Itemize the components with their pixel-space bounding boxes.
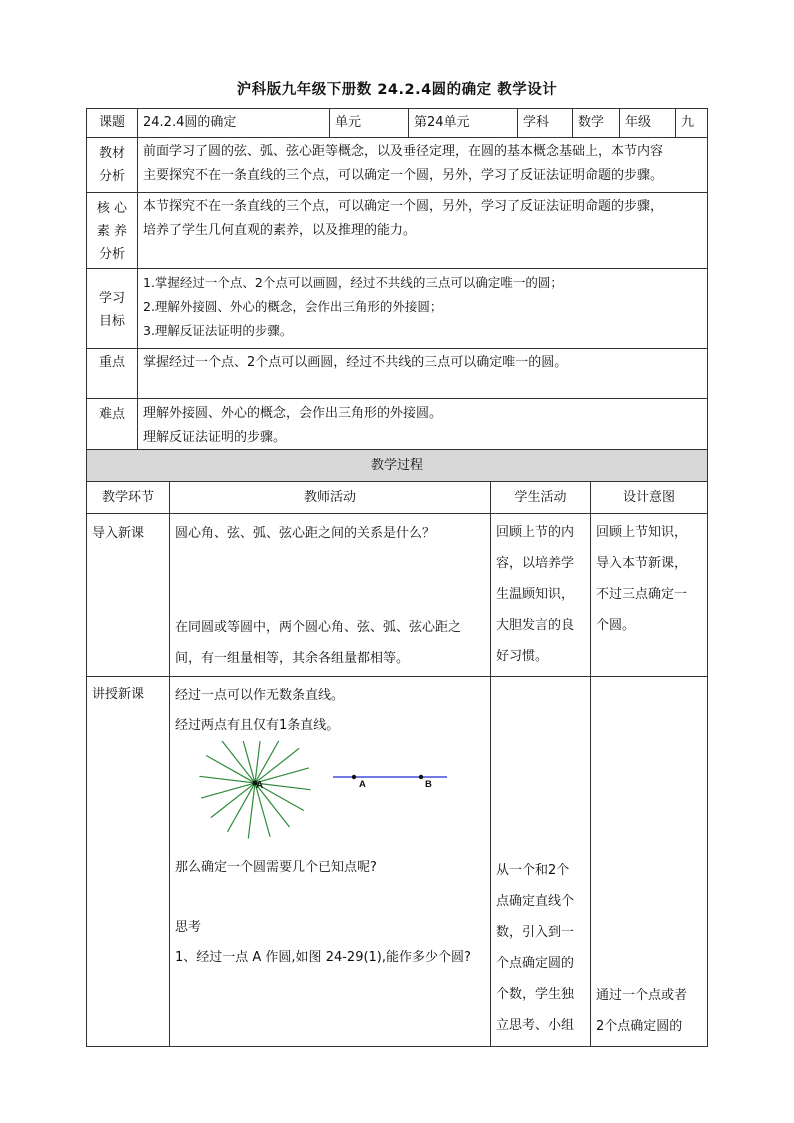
teacher-question: 那么确定一个圆需要几个已知点呢? (175, 860, 377, 875)
text-line: 2个点确定圆的 (596, 1019, 683, 1034)
goal-item: 2.理解外接圆、外心的概念，会作出三角形的外接圆； (143, 299, 443, 314)
spacer (175, 883, 485, 913)
text-line: 前面学习了圆的弦、弧、弦心距等概念，以及垂径定理，在圆的基本概念基础上，本节内容 (143, 144, 664, 159)
label-line: 目标 (98, 314, 125, 329)
text-line: 好习惯。 (496, 649, 549, 664)
column-header-stage: 教学环节 (87, 482, 170, 514)
text-line: 回顾上节知识， (596, 525, 688, 540)
intro-row (87, 514, 708, 677)
text-line: 理解外接圆、外心的概念，会作出三角形的外接圆。 (143, 406, 443, 421)
process-header: 教学过程 (87, 450, 708, 482)
teaching-process-table (86, 449, 708, 1047)
key-point-label: 重点 (87, 349, 138, 399)
process-header-row (87, 450, 708, 482)
new-lesson-student-activity (491, 677, 591, 1047)
teacher-line-1: 经过一点可以作无数条直线。 (175, 688, 345, 703)
text-line: 从一个和2个 (496, 863, 570, 878)
lesson-info-table (86, 108, 708, 453)
label-line: 核 心 (96, 201, 128, 216)
text-line: 回顾上节的内 (496, 525, 575, 540)
difficulty-text (138, 399, 708, 453)
text-line: 本节探究不在一条直线的三个点，可以确定一个圆，另外，学习了反证法证明命题的步骤， (143, 199, 664, 214)
topic-value: 24.2.4圆的确定 (138, 109, 330, 138)
spacer (175, 546, 485, 612)
process-columns-row (87, 482, 708, 514)
intro-question: 圆心角、弦、弧、弦心距之间的关系是什么？ (175, 526, 436, 541)
segment-label-a: A (359, 779, 366, 790)
text-line: 个圆。 (596, 618, 636, 633)
text-line: 主要探究不在一条直线的三个点，可以确定一个圆，另外，学习了反证法证明命题的步骤。 (143, 168, 664, 183)
text-line: 生温顾知识， (496, 587, 575, 602)
intro-teacher-activity (170, 514, 491, 677)
grade-label: 年级 (620, 109, 676, 138)
text-line: 容，以培养学 (496, 556, 575, 571)
text-line: 点确定直线个 (496, 894, 575, 909)
material-analysis-row (87, 138, 708, 193)
segment-point-a (352, 775, 356, 779)
topic-label: 课题 (87, 109, 138, 138)
text-line: 导入本节新课， (596, 556, 688, 571)
text-line: 大胆发言的良 (496, 618, 575, 633)
lines-through-points-figure (175, 741, 485, 853)
segment-point-b (419, 775, 423, 779)
label-line: 教材 (98, 146, 125, 161)
intro-stage: 导入新课 (87, 514, 170, 677)
subject-label: 学科 (518, 109, 573, 138)
lines-figure-svg (175, 741, 475, 853)
text-line: 个点确定圆的 (496, 956, 575, 971)
label-line: 分析 (98, 247, 125, 262)
intro-student-activity (491, 514, 591, 677)
text-line: 通过一个点或者 (596, 988, 688, 1003)
text-line: 理解反证法证明的步骤。 (143, 430, 287, 445)
label-line: 分析 (98, 169, 125, 184)
new-lesson-row (87, 677, 708, 1047)
document-title: 沪科版九年级下册数 24.2.4圆的确定 教学设计 (236, 82, 558, 98)
column-header-teacher: 教师活动 (170, 482, 491, 514)
unit-label: 单元 (330, 109, 409, 138)
label-line: 学习 (98, 291, 125, 306)
text-line: 个数，学生独 (496, 987, 575, 1002)
text-line: 立思考、小组 (496, 1018, 575, 1033)
goal-item: 1.掌握经过一个点、2个点可以画圆，经过不共线的三点可以确定唯一的圆； (143, 275, 563, 290)
new-lesson-teacher-activity (170, 677, 491, 1047)
difficulty-label: 难点 (87, 399, 138, 453)
unit-value: 第24单元 (409, 109, 518, 138)
infinite-lines-through-point-a (199, 741, 310, 839)
new-lesson-stage: 讲授新课 (87, 677, 170, 1047)
text-line: 数，引入到一 (496, 925, 575, 940)
learning-goals-label (87, 269, 138, 349)
point-a-label: A (256, 780, 264, 791)
material-analysis-text (138, 138, 708, 193)
goal-item: 3.理解反证法证明的步骤。 (143, 323, 293, 338)
intro-answer-line: 在同圆或等圆中，两个圆心角、弦、弧、弦心距之 (175, 620, 462, 635)
intro-answer-line: 间，有一组量相等，其余各组量都相等。 (175, 651, 410, 666)
core-literacy-label (87, 193, 138, 269)
subject-value: 数学 (573, 109, 620, 138)
learning-goals-list (138, 269, 708, 349)
think-item: 1、经过一点 A 作圆,如图 24-29(1),能作多少个圆? (175, 950, 471, 965)
core-literacy-text (138, 193, 708, 269)
material-analysis-label (87, 138, 138, 193)
text-line: 培养了学生几何直观的素养，以及推理的能力。 (143, 223, 417, 238)
learning-goals-row (87, 269, 708, 349)
teacher-line-2: 经过两点有且仅有1条直线。 (175, 718, 340, 733)
label-line: 素 养 (96, 224, 128, 239)
column-header-student: 学生活动 (491, 482, 591, 514)
new-lesson-design-intent (591, 677, 708, 1047)
core-literacy-row (87, 193, 708, 269)
grade-value: 九 (676, 109, 708, 138)
key-point-row (87, 349, 708, 399)
think-label: 思考 (175, 920, 202, 935)
difficulty-row (87, 399, 708, 453)
text-line: 不过三点确定一 (596, 587, 688, 602)
intro-design-intent (591, 514, 708, 677)
segment-label-b: B (425, 779, 432, 790)
column-header-intent: 设计意图 (591, 482, 708, 514)
info-row (87, 109, 708, 138)
key-point-text: 掌握经过一个点、2个点可以画圆，经过不共线的三点可以确定唯一的圆。 (138, 349, 708, 399)
